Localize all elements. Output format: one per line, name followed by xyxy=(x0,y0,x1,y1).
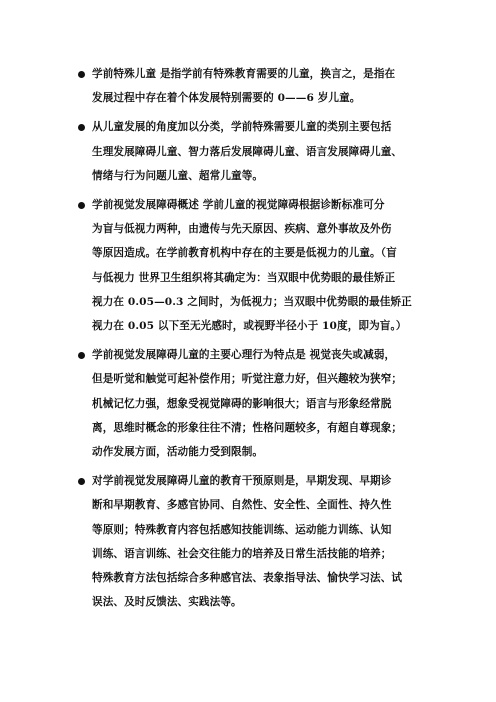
text-line: 等原因造成。在学前教育机构中存在的主要是低视力的儿童。（盲 xyxy=(92,247,397,260)
text-line: 为盲与低视力两种，由遗传与先天原因、疾病、意外事故及外伤 xyxy=(92,223,392,236)
text-line: 学前视觉发展障碍概述 学前儿童的视觉障碍根据诊断标准可分 xyxy=(92,199,385,212)
text-line: 误法、及时反馈法、实践法等。 xyxy=(92,596,242,609)
text-line: 与低视力 世界卫生组织将其确定为：当双眼中优势眼的最佳矫正 xyxy=(92,271,396,284)
text-line: 动作发展方面，活动能力受到限制。 xyxy=(92,446,264,459)
text-line: 从儿童发展的角度加以分类，学前特殊需要儿童的类别主要包括 xyxy=(92,121,392,134)
text-line: 学前视觉发展障碍儿童的主要心理行为特点是 视觉丧失或减弱， xyxy=(92,349,396,362)
bullet-icon xyxy=(78,71,85,78)
text-line: 离，思维时概念的形象往往不清；性格问题较多，有超自尊现象； xyxy=(92,421,403,434)
bullet-icon xyxy=(78,124,85,131)
bullet-item xyxy=(78,469,428,614)
text-line: 视力在 0.05 以下至无光感时，或视野半径小于 10度，即为盲。） xyxy=(92,320,407,333)
text-line: 对学前视觉发展障碍儿童的教育干预原则是，早期发现、早期诊 xyxy=(92,475,392,488)
text-line: 训练、语言训练、社会交往能力的培养及日常生活技能的培养； xyxy=(92,547,392,560)
text-line: 但是听觉和触觉可起补偿作用；听觉注意力好，但兴趣较为狭窄； xyxy=(92,373,403,386)
text-line: 断和早期教育、多感官协同、自然性、安全性、全面性、持久性 xyxy=(92,499,392,512)
bullet-item xyxy=(78,115,428,188)
text-line: 视力在 0.05—0.3 之间时，为低视力；当双眼中优势眼的最佳矫正 xyxy=(92,295,412,308)
text-line: 学前特殊儿童 是指学前有特殊教育需要的儿童，换言之，是指在 xyxy=(92,68,396,80)
bullet-item xyxy=(78,62,428,110)
bullet-icon xyxy=(78,352,85,359)
bullet-icon xyxy=(78,478,85,485)
bullet-item xyxy=(78,193,428,338)
text-line: 生理发展障碍儿童、智力落后发展障碍儿童、语言发展障碍儿童、 xyxy=(92,145,403,158)
bullet-icon xyxy=(78,202,85,209)
text-line: 机械记忆力强，想象受视觉障碍的影响很大；语言与形象经常脱 xyxy=(92,397,392,410)
text-line: 等原则；特殊教育内容包括感知技能训练、运动能力训练、认知 xyxy=(92,523,392,536)
text-line: 发展过程中存在着个体发展特别需要的 0——6 岁儿童。 xyxy=(92,92,361,105)
bullet-list xyxy=(78,62,428,619)
bullet-item xyxy=(78,343,428,464)
text-line: 特殊教育方法包括综合多种感官法、表象指导法、愉快学习法、试 xyxy=(92,572,403,585)
text-line: 情绪与行为问题儿童、超常儿童等。 xyxy=(92,169,264,182)
